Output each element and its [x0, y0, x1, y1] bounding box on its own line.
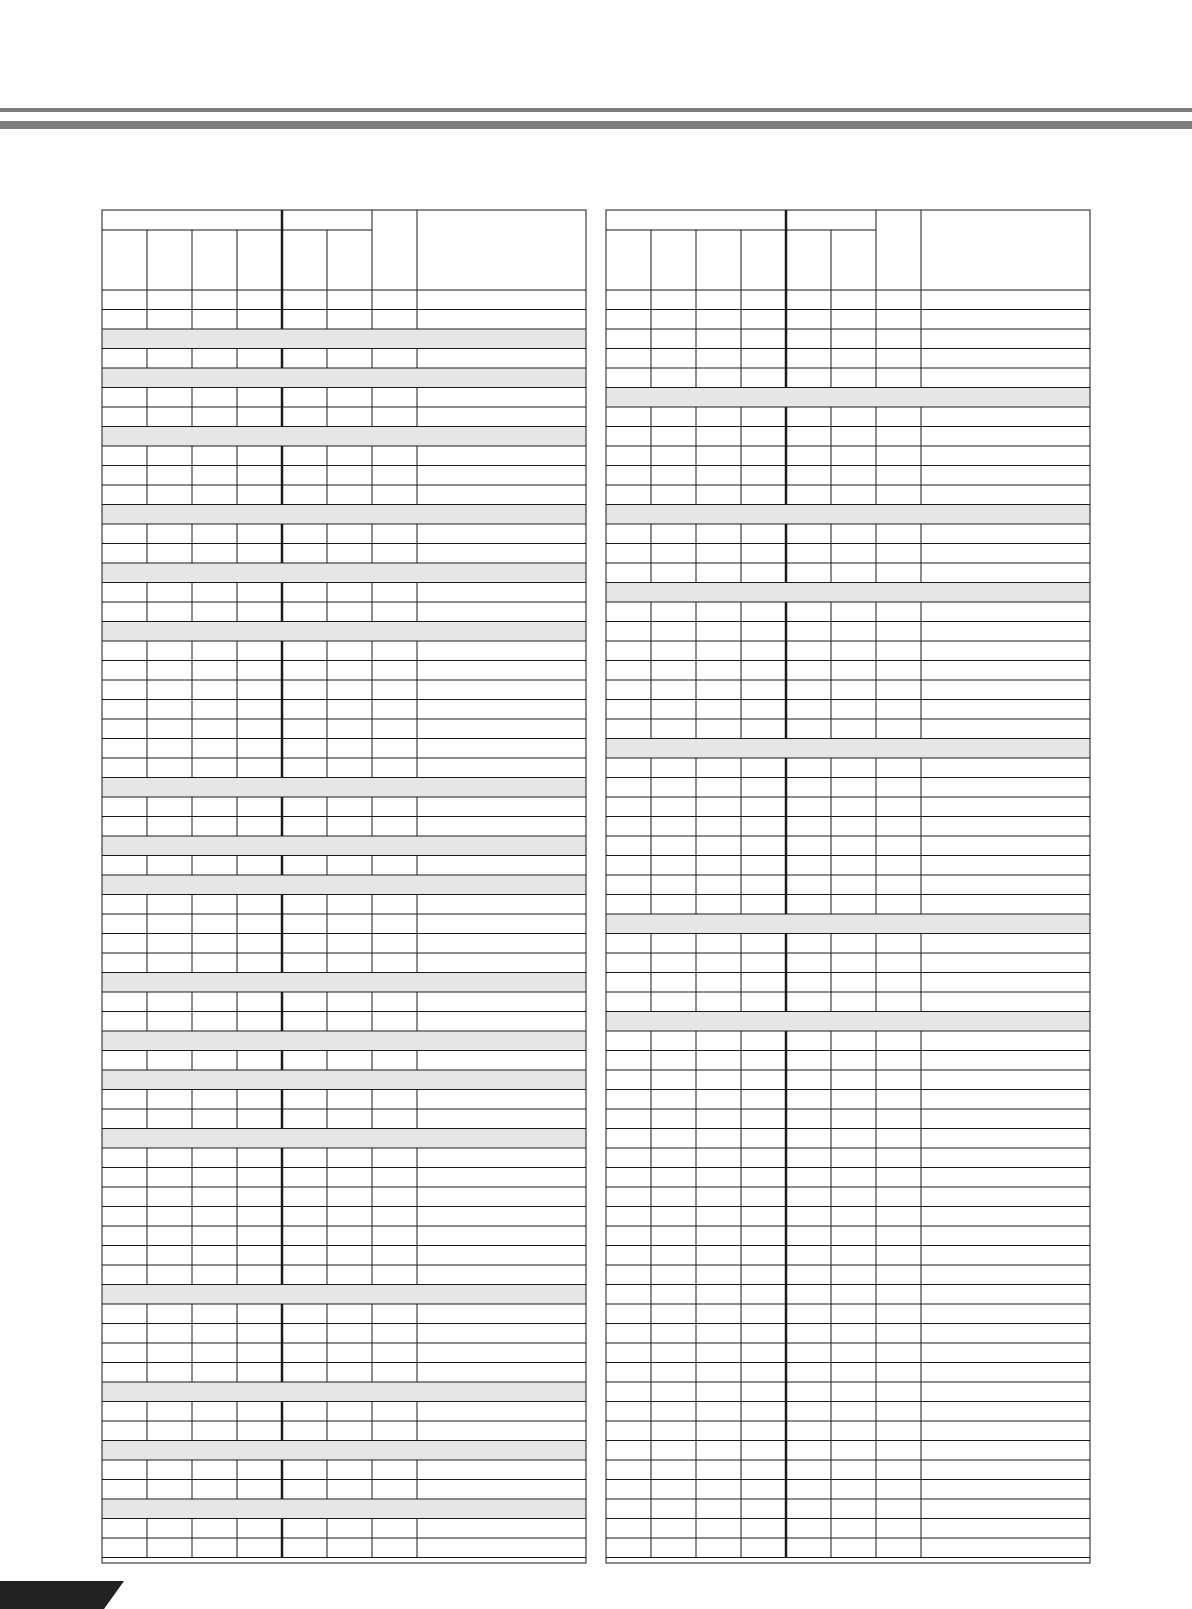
section-row [102, 1031, 586, 1051]
section-row [102, 1441, 586, 1461]
section-row [102, 622, 586, 642]
right-table-group [606, 210, 1090, 1563]
page-corner-tab [0, 1581, 124, 1609]
section-row [102, 778, 586, 798]
section-row [102, 1382, 586, 1402]
section-row [102, 973, 586, 993]
section-row [102, 1070, 586, 1090]
left-table-grid [101, 209, 587, 1564]
section-row [606, 583, 1090, 603]
section-row [606, 1012, 1090, 1032]
left-table-group [102, 210, 586, 1563]
section-row [102, 1285, 586, 1305]
table-border [606, 210, 1090, 1563]
right-table [605, 209, 1091, 1564]
section-row [606, 739, 1090, 759]
left-table [101, 209, 587, 1564]
section-row [102, 329, 586, 349]
section-row [606, 388, 1090, 408]
section-row [102, 836, 586, 856]
header-rule-top [0, 108, 1192, 112]
section-row [102, 875, 586, 895]
section-row [102, 563, 586, 583]
section-row [102, 1129, 586, 1149]
section-row [102, 505, 586, 525]
section-row [102, 368, 586, 388]
right-table-grid [605, 209, 1091, 1564]
section-row [102, 427, 586, 447]
section-row [606, 505, 1090, 525]
section-row [102, 1499, 586, 1519]
section-row [606, 914, 1090, 934]
header-rule-bottom [0, 121, 1192, 129]
